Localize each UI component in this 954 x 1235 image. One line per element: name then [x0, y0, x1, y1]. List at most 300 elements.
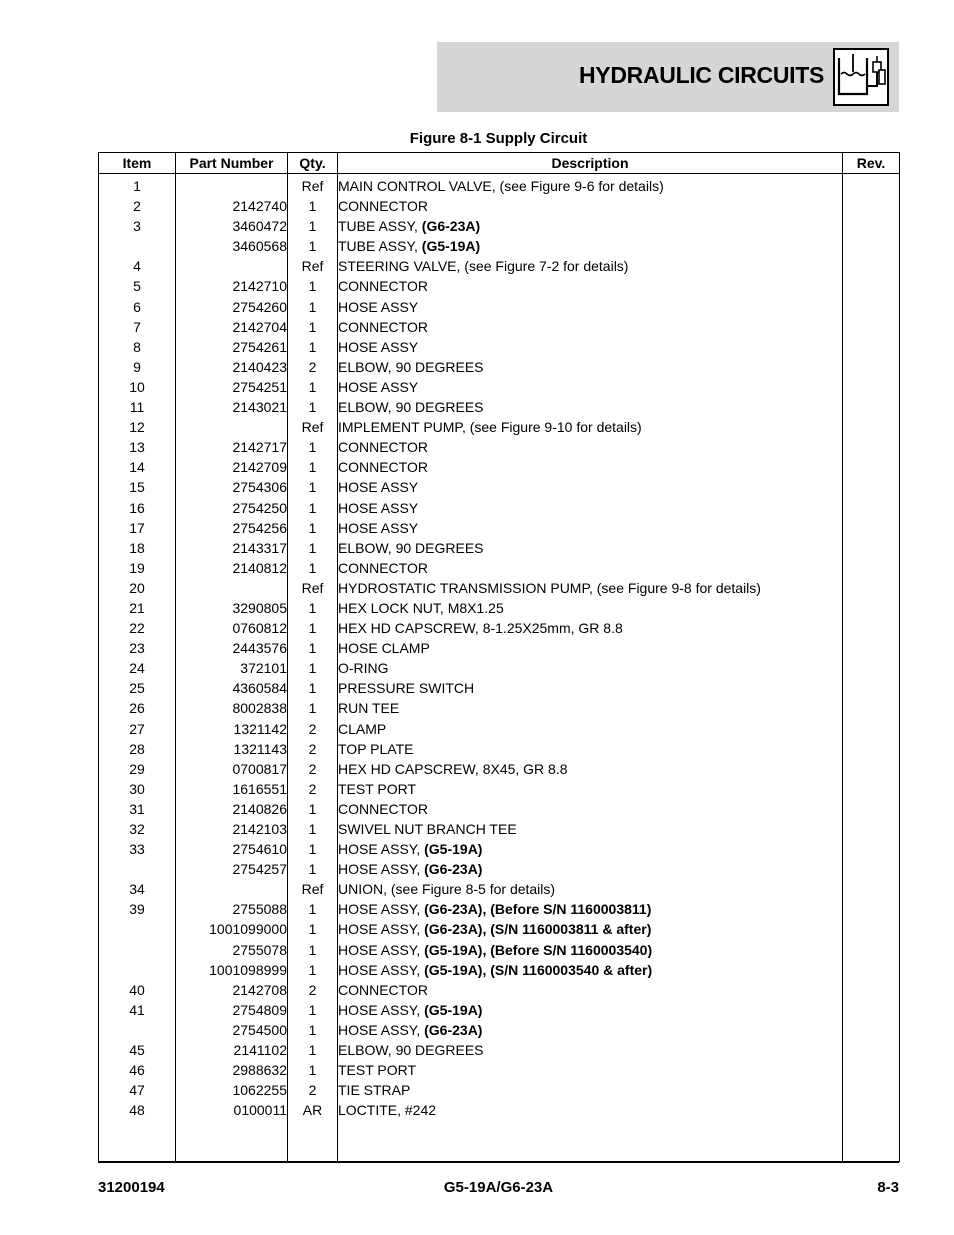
table-row — [99, 477, 900, 497]
cell-part-number — [176, 256, 288, 276]
cell-item: 4 — [99, 256, 176, 276]
cell-item: 19 — [99, 558, 176, 578]
cell-description — [338, 578, 843, 598]
cell-part-number — [176, 417, 288, 437]
cell-qty: 1 — [288, 799, 338, 819]
cell-qty: 1 — [288, 1060, 338, 1080]
description-text: HOSE CLAMP — [338, 640, 430, 657]
table-row — [99, 980, 900, 1000]
cell-item: 20 — [99, 578, 176, 598]
cell-description — [338, 759, 843, 779]
cell-part-number: 1321142 — [176, 719, 288, 739]
cell-part-number: 1321143 — [176, 739, 288, 759]
cell-part-number: 2988632 — [176, 1060, 288, 1080]
cell-description — [338, 839, 843, 859]
table-row — [99, 437, 900, 457]
cell-item: 16 — [99, 498, 176, 518]
cell-rev — [843, 417, 900, 437]
table-row — [99, 1000, 900, 1020]
description-text: HOSE ASSY, — [338, 941, 425, 958]
empty-cell — [99, 1120, 176, 1162]
cell-rev — [843, 678, 900, 698]
cell-part-number: 1001098999 — [176, 960, 288, 980]
cell-part-number: 2754257 — [176, 859, 288, 879]
cell-qty: 1 — [288, 638, 338, 658]
description-text: HOSE ASSY — [338, 298, 419, 315]
cell-rev — [843, 940, 900, 960]
description-model-note: (G5-19A) — [424, 1001, 483, 1018]
empty-cell — [176, 1120, 288, 1162]
cell-part-number: 3460568 — [176, 236, 288, 256]
description-text: HOSE ASSY — [338, 378, 419, 395]
cell-rev — [843, 174, 900, 197]
cell-qty: 1 — [288, 960, 338, 980]
cell-qty: Ref — [288, 174, 338, 197]
cell-description — [338, 698, 843, 718]
col-header-rev: Rev. — [843, 153, 900, 174]
cell-qty: 1 — [288, 437, 338, 457]
cell-qty: 2 — [288, 739, 338, 759]
cell-qty: 1 — [288, 518, 338, 538]
cell-part-number: 2754500 — [176, 1020, 288, 1040]
cell-part-number: 372101 — [176, 658, 288, 678]
cell-description — [338, 357, 843, 377]
description-text: CONNECTOR — [338, 459, 428, 476]
cell-description — [338, 477, 843, 497]
cell-rev — [843, 337, 900, 357]
description-text: HOSE ASSY — [338, 499, 419, 516]
cell-part-number — [176, 578, 288, 598]
cell-rev — [843, 1000, 900, 1020]
cell-part-number: 2142708 — [176, 980, 288, 1000]
cell-description — [338, 1100, 843, 1120]
cell-qty: 1 — [288, 819, 338, 839]
description-text: TUBE ASSY, — [338, 218, 422, 235]
cell-item: 26 — [99, 698, 176, 718]
empty-cell — [843, 1120, 900, 1162]
table-row — [99, 297, 900, 317]
cell-qty: 1 — [288, 317, 338, 337]
cell-rev — [843, 216, 900, 236]
cell-part-number: 2754809 — [176, 1000, 288, 1020]
cell-item: 2 — [99, 196, 176, 216]
cell-item: 6 — [99, 297, 176, 317]
cell-part-number: 2143317 — [176, 538, 288, 558]
cell-item: 45 — [99, 1040, 176, 1060]
cell-qty: 1 — [288, 276, 338, 296]
cell-part-number: 2143021 — [176, 397, 288, 417]
cell-item: 14 — [99, 457, 176, 477]
cell-qty: 1 — [288, 236, 338, 256]
cell-item: 12 — [99, 417, 176, 437]
cell-rev — [843, 759, 900, 779]
cell-description — [338, 1020, 843, 1040]
cell-description — [338, 1060, 843, 1080]
cell-part-number: 3290805 — [176, 598, 288, 618]
cell-description — [338, 417, 843, 437]
cell-description — [338, 658, 843, 678]
table-row — [99, 317, 900, 337]
cell-rev — [843, 297, 900, 317]
cell-part-number: 0760812 — [176, 618, 288, 638]
cell-rev — [843, 799, 900, 819]
description-text: HEX HD CAPSCREW, 8-1.25X25mm, GR 8.8 — [338, 620, 623, 637]
cell-part-number: 3460472 — [176, 216, 288, 236]
table-row — [99, 357, 900, 377]
table-row — [99, 397, 900, 417]
table-row — [99, 618, 900, 638]
cell-description — [338, 1000, 843, 1020]
description-text: HEX HD CAPSCREW, 8X45, GR 8.8 — [338, 760, 568, 777]
description-text: HOSE ASSY, — [338, 1001, 425, 1018]
cell-rev — [843, 1040, 900, 1060]
cell-part-number: 1001099000 — [176, 919, 288, 939]
cell-item: 30 — [99, 779, 176, 799]
cell-part-number: 2754251 — [176, 377, 288, 397]
cell-rev — [843, 658, 900, 678]
cell-rev — [843, 518, 900, 538]
description-text: HOSE ASSY, — [338, 861, 425, 878]
cell-qty: 1 — [288, 216, 338, 236]
table-row — [99, 558, 900, 578]
description-model-note: (G6-23A), (S/N 1160003811 & after) — [424, 921, 652, 938]
cell-description — [338, 377, 843, 397]
cell-item: 24 — [99, 658, 176, 678]
cell-qty: 2 — [288, 357, 338, 377]
description-text: CONNECTOR — [338, 559, 428, 576]
cell-item: 17 — [99, 518, 176, 538]
cell-item — [99, 960, 176, 980]
cell-qty: 1 — [288, 397, 338, 417]
cell-item — [99, 940, 176, 960]
cell-qty: 1 — [288, 678, 338, 698]
description-text: IMPLEMENT PUMP, (see Figure 9-10 for details) — [338, 419, 642, 436]
cell-qty: Ref — [288, 256, 338, 276]
cell-item: 10 — [99, 377, 176, 397]
cell-description — [338, 518, 843, 538]
cell-qty: 1 — [288, 839, 338, 859]
description-text: PRESSURE SWITCH — [338, 680, 475, 697]
cell-description — [338, 678, 843, 698]
cell-item: 47 — [99, 1080, 176, 1100]
cell-part-number: 2142704 — [176, 317, 288, 337]
cell-item: 28 — [99, 739, 176, 759]
table-row — [99, 377, 900, 397]
cell-description — [338, 960, 843, 980]
table-filler-row — [99, 1120, 900, 1162]
description-text: HOSE ASSY, — [338, 841, 425, 858]
cell-rev — [843, 618, 900, 638]
cell-description — [338, 779, 843, 799]
description-text: O-RING — [338, 660, 389, 677]
cell-qty: 1 — [288, 1040, 338, 1060]
cell-qty: 1 — [288, 196, 338, 216]
col-header-description: Description — [338, 153, 843, 174]
cell-part-number: 2142103 — [176, 819, 288, 839]
table-row — [99, 899, 900, 919]
description-text: HOSE ASSY, — [338, 961, 425, 978]
cell-item: 1 — [99, 174, 176, 197]
cell-rev — [843, 779, 900, 799]
cell-item: 18 — [99, 538, 176, 558]
cell-description — [338, 879, 843, 899]
description-text: CONNECTOR — [338, 278, 428, 295]
cell-description — [338, 538, 843, 558]
cell-part-number — [176, 174, 288, 197]
description-text: TEST PORT — [338, 780, 417, 797]
description-model-note: (G5-19A), (Before S/N 1160003540) — [424, 941, 653, 958]
cell-qty: 1 — [288, 940, 338, 960]
cell-rev — [843, 719, 900, 739]
cell-description — [338, 256, 843, 276]
cell-qty: 2 — [288, 779, 338, 799]
table-row — [99, 940, 900, 960]
cell-item — [99, 1020, 176, 1040]
cell-description — [338, 498, 843, 518]
cell-item: 39 — [99, 899, 176, 919]
cell-rev — [843, 1060, 900, 1080]
table-row — [99, 578, 900, 598]
cell-rev — [843, 256, 900, 276]
cell-part-number: 8002838 — [176, 698, 288, 718]
parts-table — [98, 152, 900, 1162]
cell-qty: 2 — [288, 980, 338, 1000]
cell-rev — [843, 538, 900, 558]
cell-qty: 2 — [288, 759, 338, 779]
description-text: HOSE ASSY, — [338, 901, 425, 918]
cell-rev — [843, 638, 900, 658]
cell-rev — [843, 457, 900, 477]
table-row — [99, 739, 900, 759]
cell-rev — [843, 899, 900, 919]
cell-qty: 1 — [288, 377, 338, 397]
cell-item: 5 — [99, 276, 176, 296]
cell-rev — [843, 698, 900, 718]
cell-rev — [843, 1020, 900, 1040]
cell-item — [99, 236, 176, 256]
table-row — [99, 196, 900, 216]
cell-description — [338, 317, 843, 337]
description-text: HYDROSTATIC TRANSMISSION PUMP, (see Figure 9-8 for details) — [338, 579, 761, 596]
description-model-note: (G5-19A) — [421, 238, 481, 255]
page-footer — [98, 1162, 899, 1203]
cell-part-number: 2754256 — [176, 518, 288, 538]
cell-qty: Ref — [288, 417, 338, 437]
cell-description — [338, 819, 843, 839]
cell-qty: 2 — [288, 1080, 338, 1100]
cell-description — [338, 980, 843, 1000]
table-row — [99, 859, 900, 879]
description-text: STEERING VALVE, (see Figure 7-2 for details) — [338, 258, 629, 275]
table-row — [99, 1040, 900, 1060]
description-text: ELBOW, 90 DEGREES — [338, 358, 484, 375]
description-text: ELBOW, 90 DEGREES — [338, 1042, 484, 1059]
cell-item: 34 — [99, 879, 176, 899]
description-text: CONNECTOR — [338, 981, 428, 998]
cell-description — [338, 1080, 843, 1100]
cell-description — [338, 919, 843, 939]
cell-part-number: 4360584 — [176, 678, 288, 698]
table-row — [99, 457, 900, 477]
table-row — [99, 799, 900, 819]
description-text: CONNECTOR — [338, 439, 428, 456]
cell-item: 33 — [99, 839, 176, 859]
cell-qty: 1 — [288, 598, 338, 618]
description-text: HOSE ASSY — [338, 519, 419, 536]
cell-rev — [843, 357, 900, 377]
description-text: SWIVEL NUT BRANCH TEE — [338, 821, 517, 837]
cell-item: 9 — [99, 357, 176, 377]
cell-qty: 1 — [288, 618, 338, 638]
table-row — [99, 417, 900, 437]
description-text: ELBOW, 90 DEGREES — [338, 539, 484, 556]
description-text: CONNECTOR — [338, 198, 428, 215]
cell-description — [338, 598, 843, 618]
table-row — [99, 839, 900, 859]
description-text: HOSE ASSY — [338, 338, 419, 355]
cell-rev — [843, 317, 900, 337]
cell-description — [338, 196, 843, 216]
table-row — [99, 518, 900, 538]
cell-part-number: 1062255 — [176, 1080, 288, 1100]
cell-qty: 2 — [288, 719, 338, 739]
description-model-note: (G5-19A) — [424, 841, 483, 858]
cell-rev — [843, 477, 900, 497]
cell-qty: 1 — [288, 1020, 338, 1040]
description-text: CLAMP — [338, 720, 387, 737]
cell-rev — [843, 276, 900, 296]
description-text: MAIN CONTROL VALVE, (see Figure 9-6 for details) — [338, 178, 664, 194]
cell-description — [338, 618, 843, 638]
cell-item: 32 — [99, 819, 176, 839]
cell-rev — [843, 558, 900, 578]
cell-qty: 1 — [288, 1000, 338, 1020]
cell-part-number: 2140423 — [176, 357, 288, 377]
cell-item: 27 — [99, 719, 176, 739]
cell-rev — [843, 377, 900, 397]
cell-part-number: 2754250 — [176, 498, 288, 518]
description-model-note: (G6-23A) — [424, 861, 483, 878]
description-model-note: (G5-19A), (S/N 1160003540 & after) — [424, 961, 653, 978]
cell-rev — [843, 397, 900, 417]
cell-rev — [843, 1100, 900, 1120]
cell-qty: 1 — [288, 337, 338, 357]
cell-part-number: 2142717 — [176, 437, 288, 457]
table-row — [99, 698, 900, 718]
description-text: HOSE ASSY, — [338, 1021, 425, 1038]
cell-description — [338, 638, 843, 658]
cell-qty: Ref — [288, 578, 338, 598]
description-model-note: (G6-23A), (Before S/N 1160003811) — [424, 901, 652, 918]
col-header-part-number: Part Number — [176, 153, 288, 174]
table-row — [99, 1060, 900, 1080]
cell-rev — [843, 196, 900, 216]
cell-part-number: 2755088 — [176, 899, 288, 919]
cell-item: 22 — [99, 618, 176, 638]
figure-title: Figure 8-1 Supply Circuit — [409, 130, 588, 147]
table-row — [99, 256, 900, 276]
table-row — [99, 658, 900, 678]
cell-qty: 1 — [288, 477, 338, 497]
cell-rev — [843, 236, 900, 256]
col-header-qty: Qty. — [288, 153, 338, 174]
table-row — [99, 719, 900, 739]
cell-description — [338, 899, 843, 919]
cell-description — [338, 174, 843, 197]
cell-part-number: 0700817 — [176, 759, 288, 779]
table-row — [99, 779, 900, 799]
description-text: TUBE ASSY, — [338, 238, 422, 255]
cell-item: 46 — [99, 1060, 176, 1080]
table-row — [99, 538, 900, 558]
cell-qty: 1 — [288, 498, 338, 518]
cell-description — [338, 739, 843, 759]
cell-rev — [843, 739, 900, 759]
cell-description — [338, 719, 843, 739]
description-text: TIE STRAP — [338, 1082, 411, 1099]
cell-item: 7 — [99, 317, 176, 337]
description-model-note: (G6-23A) — [424, 1021, 483, 1038]
cell-qty: AR — [288, 1100, 338, 1120]
description-model-note: (G6-23A) — [421, 218, 481, 235]
cell-description — [338, 457, 843, 477]
table-row — [99, 174, 900, 197]
cell-part-number: 2141102 — [176, 1040, 288, 1060]
cell-qty: Ref — [288, 879, 338, 899]
table-row — [99, 638, 900, 658]
empty-cell — [338, 1120, 843, 1162]
cell-item: 48 — [99, 1100, 176, 1120]
cell-qty: 1 — [288, 558, 338, 578]
cell-qty: 1 — [288, 658, 338, 678]
cell-qty: 1 — [288, 457, 338, 477]
cell-qty: 1 — [288, 297, 338, 317]
cell-rev — [843, 839, 900, 859]
cell-part-number: 2140826 — [176, 799, 288, 819]
section-header — [437, 42, 899, 112]
cell-item: 11 — [99, 397, 176, 417]
cell-part-number: 2443576 — [176, 638, 288, 658]
cell-rev — [843, 437, 900, 457]
cell-rev — [843, 960, 900, 980]
cell-rev — [843, 919, 900, 939]
cell-description — [338, 337, 843, 357]
description-text: HOSE ASSY, — [338, 921, 425, 938]
cell-description — [338, 216, 843, 236]
cell-qty: 1 — [288, 899, 338, 919]
description-text: HEX LOCK NUT, M8X1.25 — [338, 599, 504, 616]
description-text: LOCTITE, #242 — [338, 1102, 437, 1119]
cell-part-number: 2754260 — [176, 297, 288, 317]
cell-item: 40 — [99, 980, 176, 1000]
table-row — [99, 216, 900, 236]
cell-rev — [843, 578, 900, 598]
description-text: ELBOW, 90 DEGREES — [338, 399, 484, 416]
cell-part-number: 2754610 — [176, 839, 288, 859]
cell-item — [99, 859, 176, 879]
cell-rev — [843, 859, 900, 879]
page-number: 8-3 — [877, 1179, 899, 1196]
cell-part-number: 2755078 — [176, 940, 288, 960]
cell-item — [99, 919, 176, 939]
description-text: RUN TEE — [338, 700, 400, 717]
cell-qty: 1 — [288, 698, 338, 718]
table-row — [99, 1020, 900, 1040]
doc-number: 31200194 — [98, 1179, 165, 1196]
table-row — [99, 879, 900, 899]
description-text: HOSE ASSY — [338, 479, 419, 496]
cell-description — [338, 940, 843, 960]
